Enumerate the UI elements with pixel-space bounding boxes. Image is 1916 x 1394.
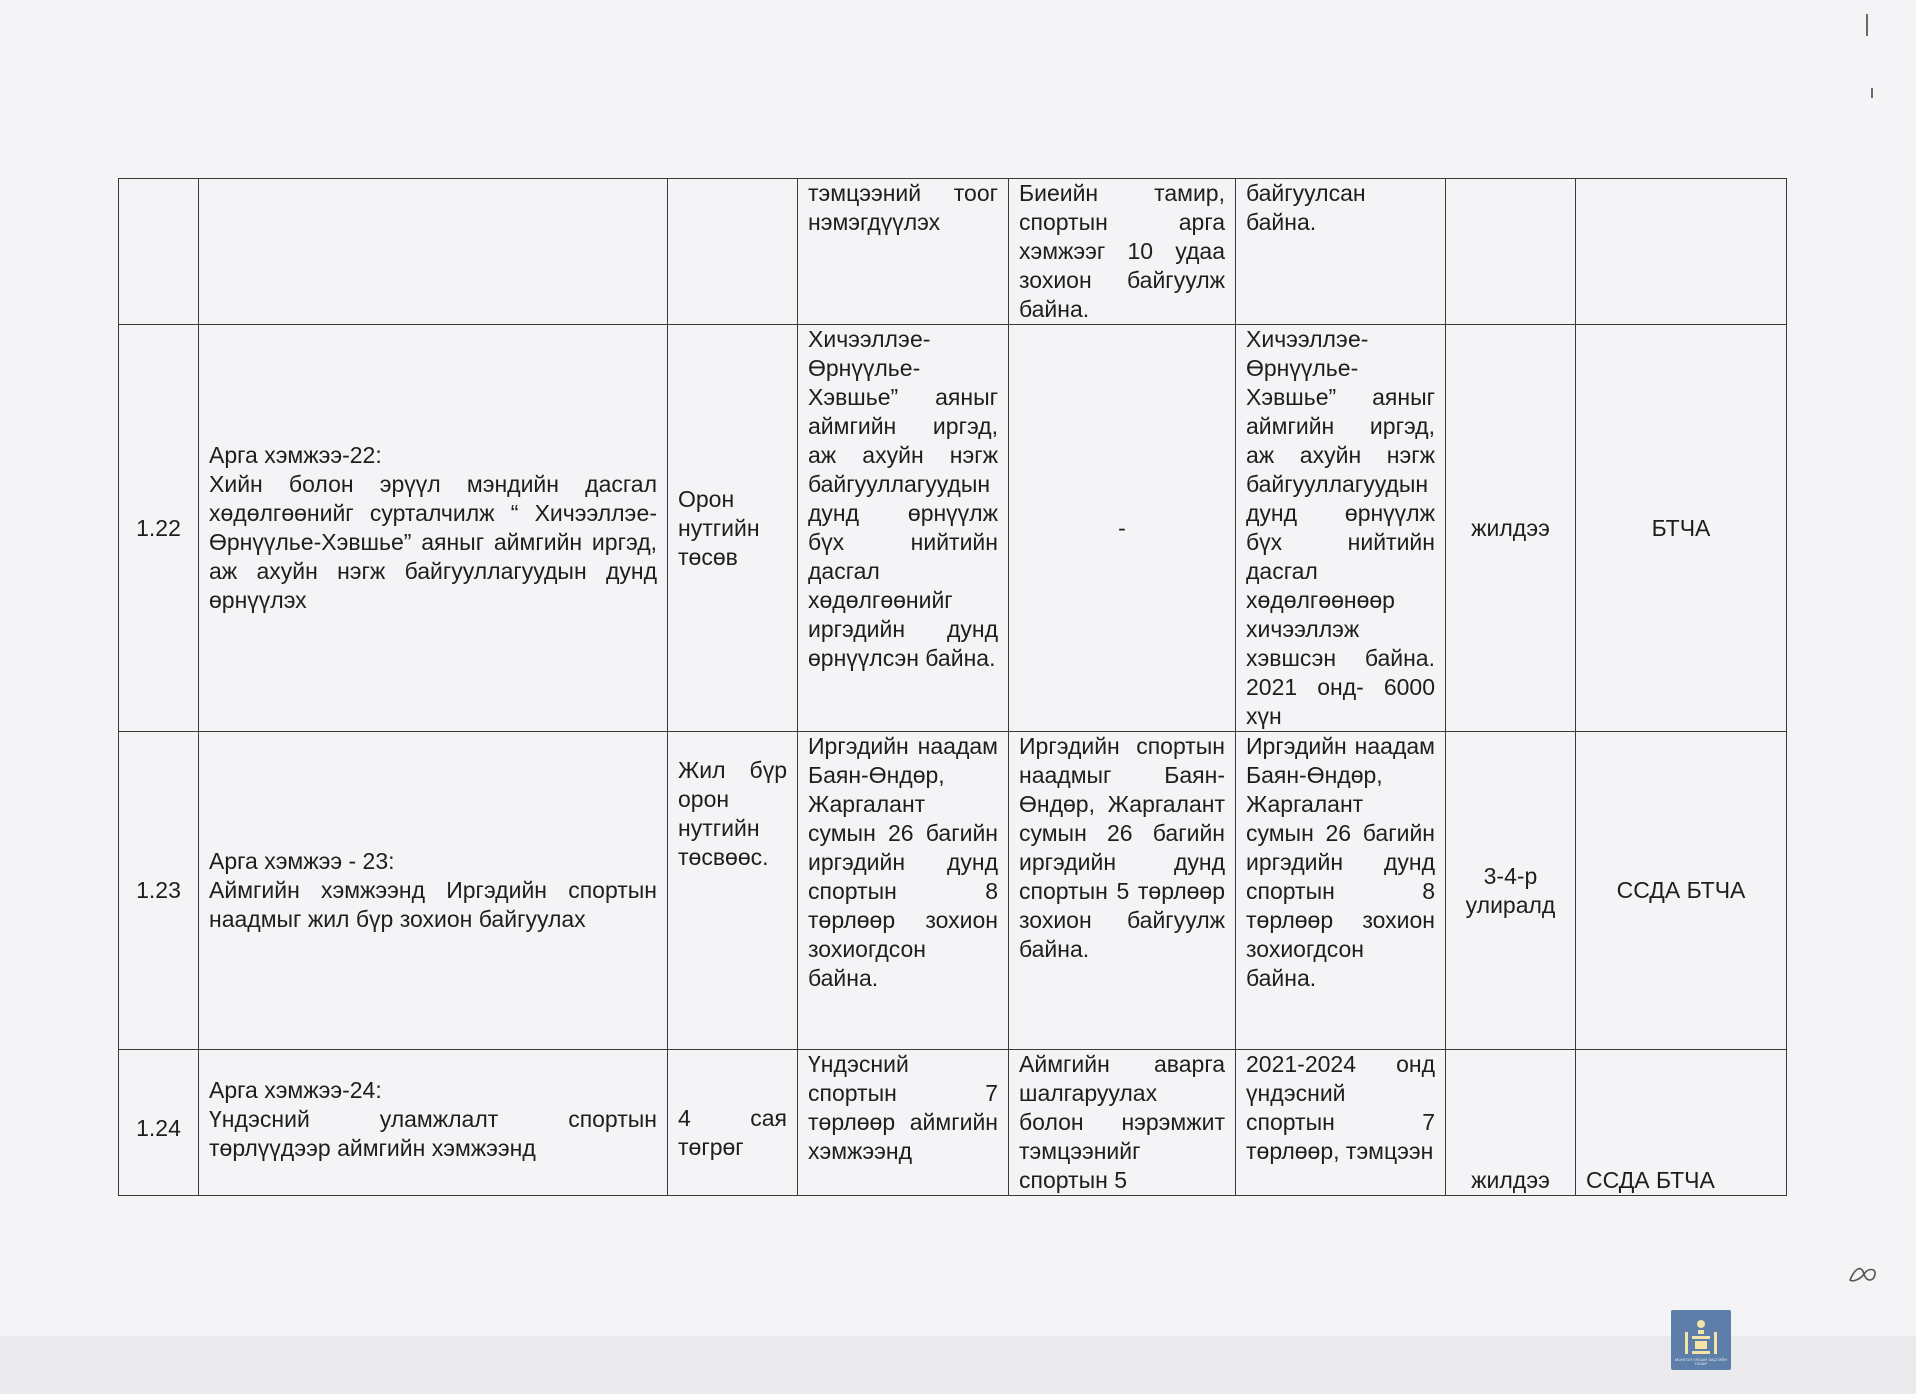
target-cell: 2021-2024 онд үндэсний спортын 7 төрлөөр, тэмцээн <box>1236 1050 1446 1196</box>
row-number <box>119 179 199 325</box>
table-row <box>119 1050 1787 1196</box>
action-title: Арга хэмжээ-22: <box>209 442 382 468</box>
action-text: Үндэсний уламжлалт спортын төрлүүдээр аймгийн хэмжээнд <box>209 1106 657 1161</box>
target-cell: Хичээллэе-Өрнүүлье-Хэвшье” аяныг аймгийн иргэд, аж ахуйн нэгж байгууллагуудын дунд өрнүүлж бүх нийтийн дасгал хөдөлгөөнөөр хичээллэж хэвшсэн байна. 2021 онд- 6000 хүн <box>1236 325 1446 732</box>
responsible-cell <box>1576 179 1787 325</box>
indicator-start-cell: Үндэсний спортын 7 төрлөөр аймгийн хэмжээнд <box>798 1050 1009 1196</box>
baseline-cell: - <box>1009 325 1236 732</box>
action-plan-table <box>118 178 1787 1196</box>
table-row <box>119 732 1787 1050</box>
scan-mark <box>1866 14 1868 36</box>
indicator-start-cell: тэмцээний тоог нэмэгдүүлэх <box>798 179 1009 325</box>
scan-mark <box>1871 88 1873 98</box>
indicator-start-cell: Хичээллэе-Өрнүүлье-Хэвшье” аяныг аймгийн иргэд, аж ахуйн нэгж байгууллагуудын дунд өрнүүлж бүх нийтийн дасгал хөдөлгөөнийг иргэдийн дунд өрнүүлсэн байна. <box>798 325 1009 732</box>
baseline-cell: Аймгийн аварга шалгаруулах болон нэрэмжит тэмцээнийг спортын 5 <box>1009 1050 1236 1196</box>
row-number: 1.23 <box>119 732 199 1050</box>
table-row <box>119 325 1787 732</box>
action-cell <box>199 179 668 325</box>
funding-cell <box>668 179 798 325</box>
table-row <box>119 179 1787 325</box>
deadline-cell: жилдээ <box>1446 1050 1576 1196</box>
deadline-cell: жилдээ <box>1446 325 1576 732</box>
page-bottom-margin <box>0 1336 1916 1394</box>
deadline-cell <box>1446 179 1576 325</box>
responsible-cell: БТЧА <box>1576 325 1787 732</box>
row-number: 1.22 <box>119 325 199 732</box>
funding-cell: Жил бүр орон нутгийн төсвөөс. <box>668 732 798 1050</box>
action-text: Хийн болон эрүүл мэндийн дасгал хөдөлгөөнийг сурталчилж “ Хичээллэе-Өрнүүлье-Хэвшье” аяныг аймгийн иргэд, аж ахуйн нэгж байгууллагуудын дунд өрнүүлэх <box>209 471 657 613</box>
action-text: Аймгийн хэмжээнд Иргэдийн спортын наадмыг жил бүр зохион байгуулах <box>209 877 657 932</box>
action-title: Арга хэмжээ-24: <box>209 1077 382 1103</box>
indicator-start-cell: Иргэдийн наадам Баян-Өндөр, Жаргалант сумын 26 багийн иргэдийн дунд спортын 8 төрлөөр зохион зохиогдсон байна. <box>798 732 1009 1050</box>
funding-cell: 4 сая төгрөг <box>668 1050 798 1196</box>
emblem-caption: МОНГОЛ УЛСЫН ЗАСГИЙН ГАЗАР <box>1674 1357 1728 1366</box>
row-number: 1.24 <box>119 1050 199 1196</box>
baseline-cell: Биеийн тамир, спортын арга хэмжээг 10 удаа зохион байгуулж байна. <box>1009 179 1236 325</box>
baseline-cell: Иргэдийн спортын наадмыг Баян-Өндөр, Жаргалант сумын 26 багийн иргэдийн дунд спортын 5 төрлөөр зохион байгуулж байна. <box>1009 732 1236 1050</box>
handwritten-page-number <box>1848 1262 1878 1286</box>
responsible-cell: ССДА БТЧА <box>1576 1050 1787 1196</box>
action-cell <box>199 325 668 732</box>
responsible-cell: ССДА БТЧА <box>1576 732 1787 1050</box>
target-cell: байгуулсан байна. <box>1236 179 1446 325</box>
funding-cell: Орон нутгийн төсөв <box>668 325 798 732</box>
target-cell: Иргэдийн наадам Баян-Өндөр, Жаргалант сумын 26 багийн иргэдийн дунд спортын 8 төрлөөр зохион зохиогдсон байна. <box>1236 732 1446 1050</box>
action-title: Арга хэмжээ - 23: <box>209 848 395 874</box>
action-cell <box>199 732 668 1050</box>
action-cell <box>199 1050 668 1196</box>
deadline-cell: 3-4-р улиралд <box>1446 732 1576 1050</box>
government-emblem <box>1671 1310 1731 1370</box>
